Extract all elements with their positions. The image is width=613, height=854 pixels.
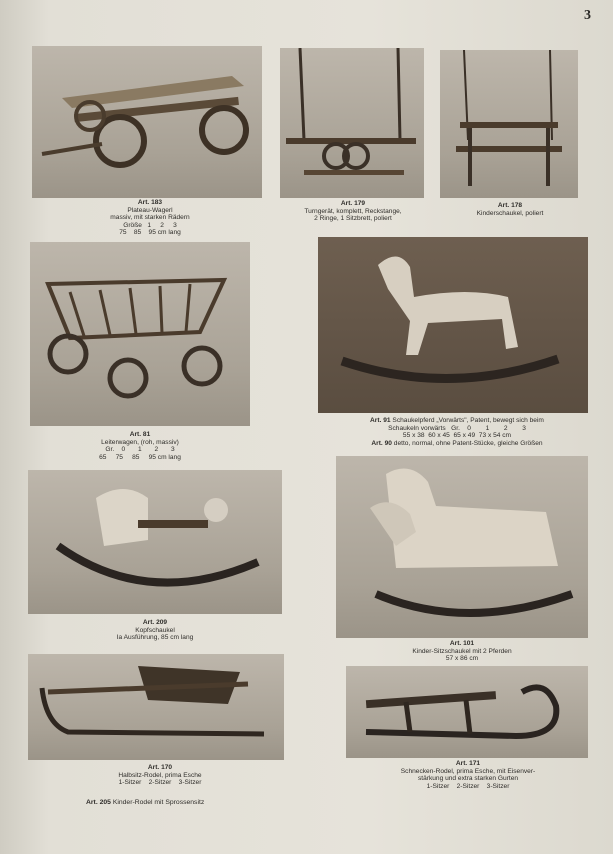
photo-child-swing (440, 50, 578, 198)
ladder-wagon-illustration (30, 242, 250, 426)
caption-art-170: Art. 170 Halbsitz-Rodel, prima Esche 1-Sitzer 2-Sitzer 3-Sitzer (118, 764, 202, 787)
caption-art-178: Art. 178 Kinderschaukel, poliert (476, 202, 544, 217)
snail-sled-illustration (346, 666, 588, 758)
rocking-horse-illustration (318, 237, 588, 413)
photo-ladder-wagon (30, 242, 250, 426)
photo-sit-rocker-horses (336, 456, 588, 638)
caption-art-205: Art. 205 Kinder-Rodel mit Sprossensitz (86, 799, 205, 806)
caption-art-171: Art. 171 Schnecken-Rodel, prima Esche, mit Eisenver- stärkung und extra starken Gurten 1-Sitzer 2-Sitzer 3-Sitzer (400, 760, 536, 790)
photo-gym-swing (280, 48, 424, 198)
caption-art-101: Art. 101 Kinder-Sitzschaukel mit 2 Pferden 57 x 86 cm (412, 640, 512, 663)
photo-plateau-wagon (32, 46, 262, 198)
photo-head-rocker (28, 470, 282, 614)
caption-art-209: Art. 209 Kopfschaukel Ia Ausführung, 85 cm lang (116, 619, 194, 642)
photo-rocking-horse (318, 237, 588, 413)
caption-art-91: Art. 91 Schaukelpferd „Vorwärts", Patent, bewegt sich beim Schaukeln vorwärts Gr. 0 1 2 3 55 x 38 60 x 45 65 x 49 73 x 54 cm Art. 90 detto, normal, ohne Patent-Stücke, gleiche Größen (370, 417, 544, 447)
page-number: 3 (584, 8, 591, 23)
gym-swing-illustration (280, 48, 424, 198)
half-seat-sled-illustration (28, 654, 284, 760)
head-rocker-illustration (28, 470, 282, 614)
photo-snail-sled (346, 666, 588, 758)
wagon-illustration (32, 46, 262, 198)
caption-art-179: Art. 179 Turngerät, komplett, Reckstange, 2 Ringe, 1 Sitzbrett, poliert (304, 200, 402, 223)
caption-art-183: Art. 183 Plateau-Wagerl massiv, mit starken Rädern Größe 1 2 3 75 85 95 cm lang (110, 199, 190, 237)
child-swing-illustration (440, 50, 578, 198)
photo-half-seat-sled (28, 654, 284, 760)
caption-art-81: Art. 81 Leiterwagen, (roh, massiv) Gr. 0 1 2 3 65 75 85 95 cm lang (99, 431, 181, 461)
sit-rocker-illustration (336, 456, 588, 638)
